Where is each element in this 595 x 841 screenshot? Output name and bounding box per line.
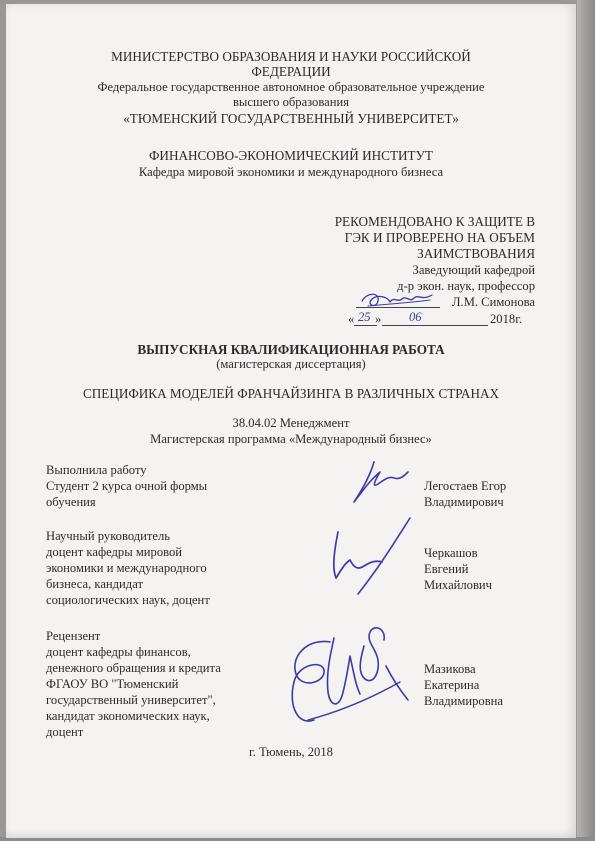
reviewer-name-line: Мазикова: [424, 662, 476, 676]
date-open-quote: «: [348, 312, 355, 326]
author-role-line: Студент 2 курса очной формы: [46, 479, 208, 493]
date-month: 06: [409, 310, 422, 324]
supervisor-role-line: экономики и международного: [46, 561, 207, 575]
page-edge-shadow: [577, 0, 595, 841]
reviewer-name-line: Владимировна: [424, 694, 503, 708]
head-name: Л.М. Симонова: [452, 295, 535, 309]
date-month-line: [382, 325, 488, 326]
date-close-quote: »: [375, 312, 382, 326]
work-program: Магистерская программа «Международный бизнес»: [150, 432, 432, 446]
head-signature: [358, 287, 438, 311]
supervisor-name-line: Михайлович: [424, 578, 492, 592]
approval-line-1: РЕКОМЕНДОВАНО К ЗАЩИТЕ В: [334, 214, 535, 229]
reviewer-role-line: Рецензент: [46, 629, 101, 643]
author-role-line: обучения: [46, 495, 96, 509]
approval-line-2: ГЭК И ПРОВЕРЕНО НА ОБЪЕМ: [344, 230, 535, 245]
date-day: 25: [358, 310, 371, 324]
date-year: 2018г.: [490, 312, 523, 326]
reviewer-role-line: ФГАОУ ВО "Тюменский: [46, 677, 179, 691]
ministry-line-1: МИНИСТЕРСТВО ОБРАЗОВАНИЯ И НАУКИ РОССИЙСКОЙ: [111, 49, 471, 64]
institute-name: ФИНАНСОВО-ЭКОНОМИЧЕСКИЙ ИНСТИТУТ: [149, 148, 433, 163]
author-name-line: Легостаев Егор: [424, 479, 507, 493]
department-name: Кафедра мировой экономики и международного бизнеса: [138, 165, 444, 179]
supervisor-name-line: Евгений: [424, 562, 469, 576]
reviewer-role-line: доцент: [46, 725, 84, 739]
reviewer-role-line: кандидат экономических наук,: [46, 709, 210, 723]
institution-line-2: высшего образования: [232, 95, 349, 109]
city-year: г. Тюмень, 2018: [249, 745, 333, 759]
head-title: Заведующий кафедрой: [412, 263, 535, 277]
reviewer-role-line: денежного обращения и кредита: [46, 661, 221, 675]
ministry-line-2: ФЕДЕРАЦИИ: [251, 64, 331, 79]
work-subtype: (магистерская диссертация): [216, 357, 366, 371]
supervisor-name-line: Черкашов: [424, 546, 478, 560]
supervisor-role-line: социологических наук, доцент: [46, 593, 210, 607]
supervisor-role-line: бизнеса, кандидат: [46, 577, 143, 591]
university-name: «ТЮМЕНСКИЙ ГОСУДАРСТВЕННЫЙ УНИВЕРСИТЕТ»: [123, 111, 459, 126]
head-degree: д-р экон. наук, профессор: [397, 279, 535, 293]
work-title: СПЕЦИФИКА МОДЕЛЕЙ ФРАНЧАЙЗИНГА В РАЗЛИЧНЫХ СТРАНАХ: [82, 386, 500, 401]
supervisor-role-line: доцент кафедры мировой: [46, 545, 183, 559]
work-type: ВЫПУСКНАЯ КВАЛИФИКАЦИОННАЯ РАБОТА: [137, 342, 445, 357]
institution-line-1: Федеральное государственное автономное образовательное учреждение: [97, 80, 485, 94]
supervisor-role-line: Научный руководитель: [46, 529, 171, 543]
approval-line-3: ЗАИМСТВОВАНИЯ: [417, 246, 535, 261]
reviewer-role-line: доцент кафедры финансов,: [46, 645, 191, 659]
supervisor-signature: [324, 512, 416, 598]
author-role-line: Выполнила работу: [46, 463, 147, 477]
reviewer-name-line: Екатерина: [424, 678, 480, 692]
reviewer-role-line: государственный университет",: [46, 693, 216, 707]
author-signature: [344, 456, 414, 508]
reviewer-signature: [268, 616, 418, 738]
date-day-line: [354, 325, 377, 326]
work-code: 38.04.02 Менеджмент: [232, 416, 350, 430]
document-page: [6, 4, 576, 838]
author-name-line: Владимирович: [424, 495, 504, 509]
